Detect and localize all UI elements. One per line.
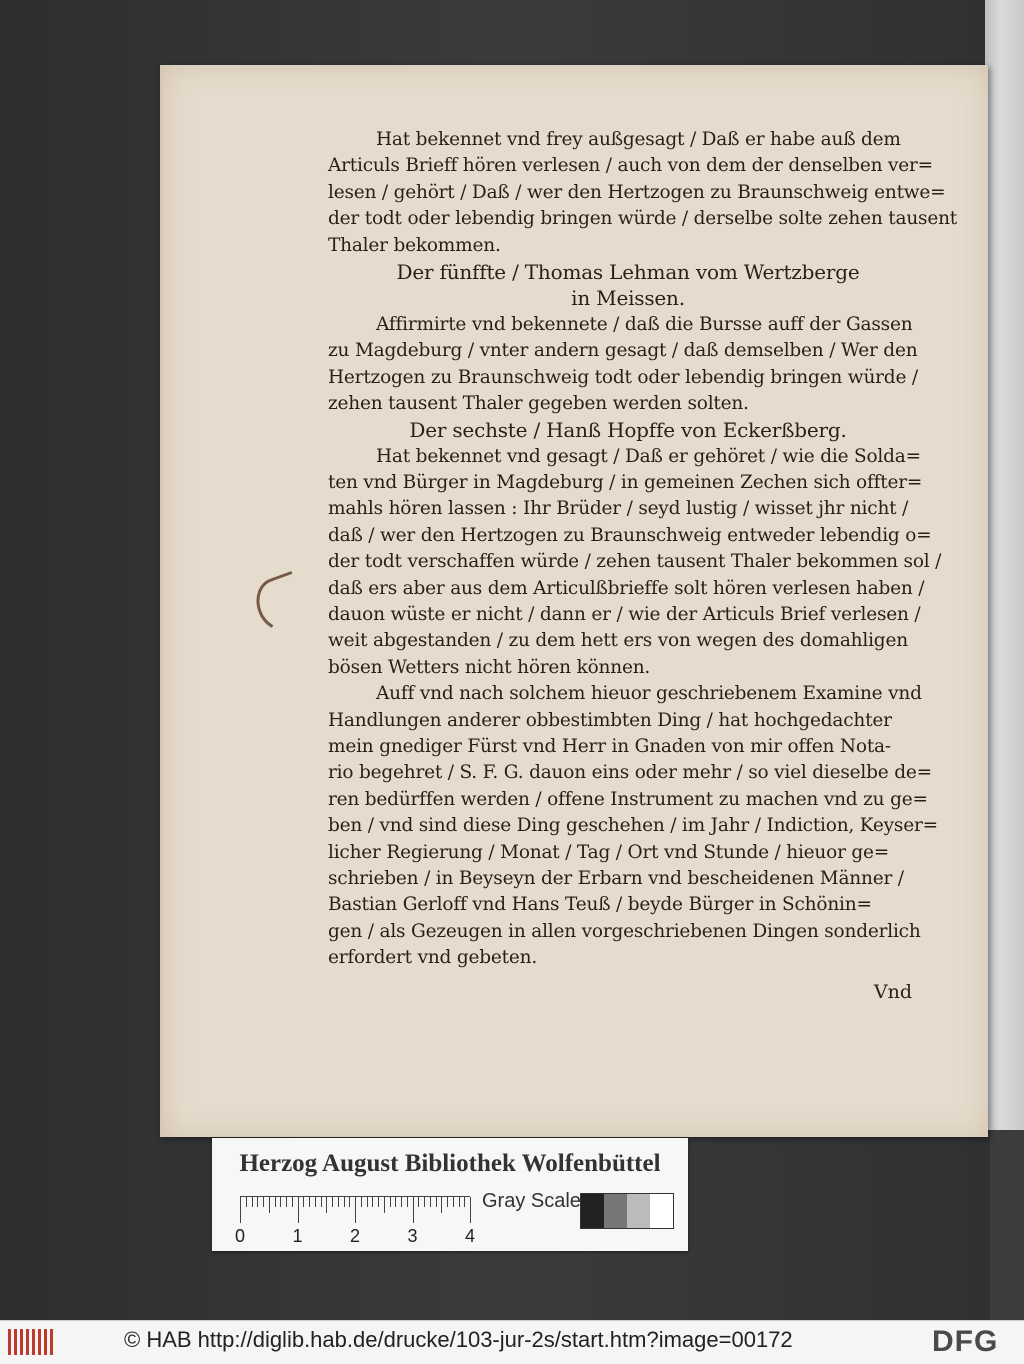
text-line: Auff vnd nach solchem hieuor geschriebenem Examine vnd (376, 683, 922, 705)
text-line: Handlungen anderer obbestimbten Ding / hat hochgedachter (328, 709, 892, 731)
ruler-tick (240, 1197, 241, 1223)
ruler-tick (390, 1197, 391, 1207)
ink-mark-icon (249, 571, 310, 637)
gray-scale-swatches (580, 1193, 674, 1229)
text-line: Hat bekennet vnd frey außgesagt / Daß er habe auß dem (376, 129, 901, 150)
footer-bar (0, 1320, 1024, 1364)
ruler-tick (338, 1197, 339, 1207)
ruler-tick (361, 1197, 362, 1207)
ruler-tick (252, 1197, 253, 1207)
ruler-tick (349, 1197, 350, 1207)
catchword: Vnd (873, 981, 912, 1003)
ruler-tick (447, 1197, 448, 1207)
text-line: ten vnd Bürger in Magdeburg / in gemeinen Zechen sich offter= (328, 472, 923, 494)
text-line: Hat bekennet vnd gesagt / Daß er gehöret / wie die Solda= (376, 445, 921, 467)
section-heading: Der sechste / Hanß Hopffe von Eckerßberg. (409, 418, 847, 443)
text-line: lesen / gehört / Daß / wer den Hertzogen zu Braunschweig entwe= (328, 181, 946, 203)
text-line: erfordert vnd gebeten. (328, 947, 538, 969)
ruler-tick (298, 1197, 299, 1223)
library-name: Herzog August Bibliothek Wolfenbüttel (239, 1150, 661, 1177)
ruler-tick (430, 1197, 431, 1207)
section-heading: in Meissen. (571, 286, 685, 311)
ruler-tick (464, 1197, 465, 1207)
ruler-tick (413, 1197, 414, 1223)
ruler-tick (257, 1197, 258, 1207)
ruler-tick (315, 1197, 316, 1207)
ruler-tick (344, 1197, 345, 1207)
ruler-tick (470, 1197, 471, 1223)
ruler-tick (418, 1197, 419, 1207)
gray-swatch (627, 1194, 650, 1228)
ruler-tick (378, 1197, 379, 1207)
ruler-tick (326, 1197, 327, 1213)
ruler-number: 0 (235, 1226, 246, 1246)
text-line: zu Magdeburg / vnter andern gesagt / daß demselben / Wer den (328, 340, 918, 362)
section-heading: Der fünffte / Thomas Lehman vom Wertzberge (396, 259, 860, 284)
right-paper-strip (985, 0, 1024, 1130)
text-line: weit abgestanden / zu dem hett ers von wegen des domahligen (328, 630, 908, 652)
ruler-tick (292, 1197, 293, 1207)
ruler-number: 1 (292, 1226, 303, 1246)
ruler-tick (453, 1197, 454, 1207)
ruler-tick (355, 1197, 356, 1223)
ruler-number: 4 (465, 1226, 476, 1246)
ruler-tick (280, 1197, 281, 1207)
footer-copyright-link[interactable]: © HAB http://diglib.hab.de/drucke/103-jur-2s/start.htm?image=00172 (124, 1327, 793, 1352)
text-line: ben / vnd sind diese Ding geschehen / im Jahr / Indiction, Keyser= (328, 815, 938, 837)
text-line: zehen tausent Thaler gegeben werden solten. (328, 392, 749, 414)
text-line: mahls hören lassen : Ihr Brüder / seyd lustig / wisset jhr nicht / (328, 498, 909, 520)
ruler-tick (459, 1197, 460, 1207)
text-line: daß ers aber aus dem Articulßbrieffe solt hören verlesen haben / (328, 577, 925, 599)
text-line: ren bedürffen werden / offene Instrument zu machen vnd zu ge= (328, 788, 928, 810)
document-page (160, 65, 988, 1137)
text-line: Thaler bekommen. (328, 234, 501, 256)
ruler-tick (246, 1197, 247, 1207)
ruler-tick (275, 1197, 276, 1207)
scale-ruler (240, 1196, 470, 1223)
text-line: Articuls Brieff hören verlesen / auch von dem der denselben ver= (328, 155, 933, 177)
ruler-tick (372, 1197, 373, 1207)
text-line: gen / als Gezeugen in allen vorgeschriebenen Dingen sonderlich (328, 920, 921, 942)
text-line: rio begehret / S. F. G. dauon eins oder mehr / so viel dieselbe de= (328, 762, 932, 784)
ruler-tick (332, 1197, 333, 1207)
ruler-tick (441, 1197, 442, 1213)
ruler-tick (321, 1197, 322, 1207)
gray-swatch (581, 1194, 604, 1228)
text-line: Affirmirte vnd bekennete / daß die Bursse auff der Gassen (376, 313, 913, 335)
ruler-tick (395, 1197, 396, 1207)
right-dark-strip (990, 1130, 1024, 1320)
gray-swatch (650, 1194, 673, 1228)
ruler-tick (269, 1197, 270, 1213)
text-line: dauon wüste er nicht / dann er / wie der Articuls Brief verlesen / (328, 604, 921, 626)
gray-scale-label: Gray Scale (482, 1190, 581, 1212)
ruler-tick (367, 1197, 368, 1207)
ruler-tick (436, 1197, 437, 1207)
ruler-number: 3 (407, 1226, 418, 1246)
hab-logo-icon (8, 1329, 53, 1355)
text-line: mein gnediger Fürst vnd Herr in Gnaden von mir offen Nota- (328, 735, 891, 757)
ruler-tick (407, 1197, 408, 1207)
text-line: der todt verschaffen würde / zehen tausent Thaler bekommen sol / (328, 551, 942, 573)
page-text-block (328, 127, 958, 972)
text-line: Bastian Gerloff vnd Hans Teuß / beyde Bürger in Schönin= (328, 894, 872, 916)
text-line: der todt oder lebendig bringen würde / derselbe solte zehen tausent (328, 208, 958, 230)
ruler-tick (303, 1197, 304, 1207)
ruler-tick (309, 1197, 310, 1207)
ruler-tick (384, 1197, 385, 1213)
text-line: Hertzogen zu Braunschweig todt oder lebendig bringen würde / (328, 366, 918, 388)
dfg-logo: DFG (932, 1325, 999, 1358)
library-label (212, 1138, 688, 1251)
ruler-tick (401, 1197, 402, 1207)
text-line: bösen Wetters nicht hören können. (328, 656, 651, 678)
gray-swatch (604, 1194, 627, 1228)
ruler-number: 2 (350, 1226, 361, 1246)
ruler-tick (286, 1197, 287, 1207)
text-line: schrieben / in Beyseyn der Erbarn vnd bescheidenen Männer / (328, 867, 904, 889)
ruler-tick (263, 1197, 264, 1207)
ruler-tick (424, 1197, 425, 1207)
text-line: daß / wer den Hertzogen zu Braunschweig entweder lebendig o= (328, 524, 932, 546)
text-line: licher Regierung / Monat / Tag / Ort vnd Stunde / hieuor ge= (328, 841, 890, 863)
